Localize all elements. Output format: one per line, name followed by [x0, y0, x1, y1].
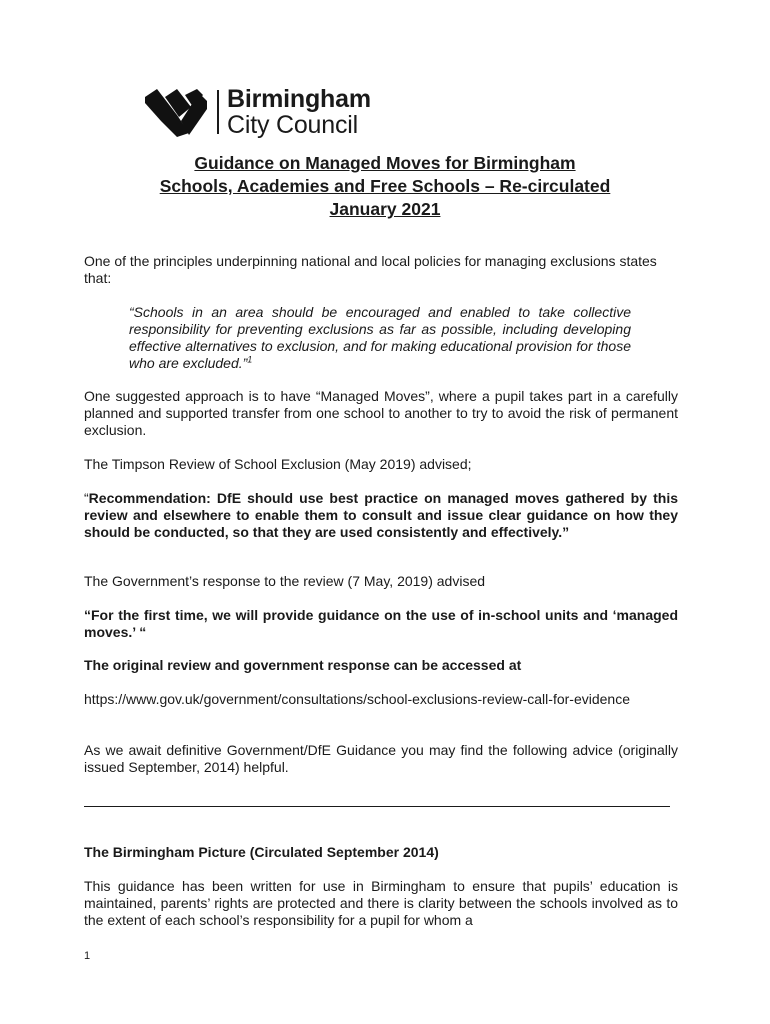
await-paragraph: As we await definitive Government/DfE Guidance you may find the following advice (originally issued September, 2014) helpful. [84, 742, 678, 775]
document-title [85, 152, 685, 221]
timpson-paragraph: The Timpson Review of School Exclusion (May 2019) advised; [84, 456, 472, 472]
logo-wordmark [227, 84, 371, 139]
section-divider [84, 806, 670, 807]
body-paragraph: This guidance has been written for use in Birmingham to ensure that pupils’ education is maintained, parents’ rights are protected and there is clarity between the schools involved as to the extent of each school’s responsibility for a pupil for whom a [84, 878, 678, 928]
logo-text-city-council: City Council [227, 110, 358, 139]
government-response-paragraph: The Government’s response to the review (7 May, 2019) advised [84, 573, 486, 589]
recommendation-paragraph [84, 490, 678, 541]
first-time-quote: “For the first time, we will provide guidance on the use of in-school units and ‘managed moves.’ “ [84, 607, 678, 640]
accessed-paragraph: The original review and government response can be accessed at [84, 657, 522, 673]
recommendation-text: Recommendation: DfE should use best practice on managed moves gathered by this review and elsewhere to enable them to consult and issue clear guidance on how they should be conducted, so that they are used consistently and effectively.” [84, 490, 678, 540]
policy-quote-text: “Schools in an area should be encouraged and enabled to take collective responsibility for preventing exclusions as far as possible, including developing effective alternatives to exclusion, and for making educational provision for those who are excluded.” [129, 304, 631, 371]
birmingham-city-council-logo [145, 86, 371, 138]
title-line-1: Guidance on Managed Moves for Birmingham [194, 153, 576, 173]
page-number: 1 [84, 950, 91, 962]
logo-text-birmingham: Birmingham [227, 84, 371, 113]
title-line-3: January 2021 [329, 199, 441, 219]
section-heading: The Birmingham Picture (Circulated September 2014) [84, 844, 439, 860]
approach-paragraph: One suggested approach is to have “Managed Moves”, where a pupil takes part in a carefully planned and supported transfer from one school to another to try to avoid the risk of permanent exclusion. [84, 388, 678, 438]
consultation-url: https://www.gov.uk/government/consultations/school-exclusions-review-call-for-evidence [84, 691, 630, 707]
policy-quote [129, 304, 631, 372]
footnote-reference: 1 [247, 354, 253, 365]
intro-paragraph: One of the principles underpinning national and local policies for managing exclusions states that: [84, 253, 657, 286]
title-line-2: Schools, Academies and Free Schools – Re-circulated [159, 176, 611, 196]
council-heart-logo-icon [145, 87, 207, 137]
recommendation-open-quote: “ [84, 490, 89, 506]
logo-divider [217, 90, 219, 134]
